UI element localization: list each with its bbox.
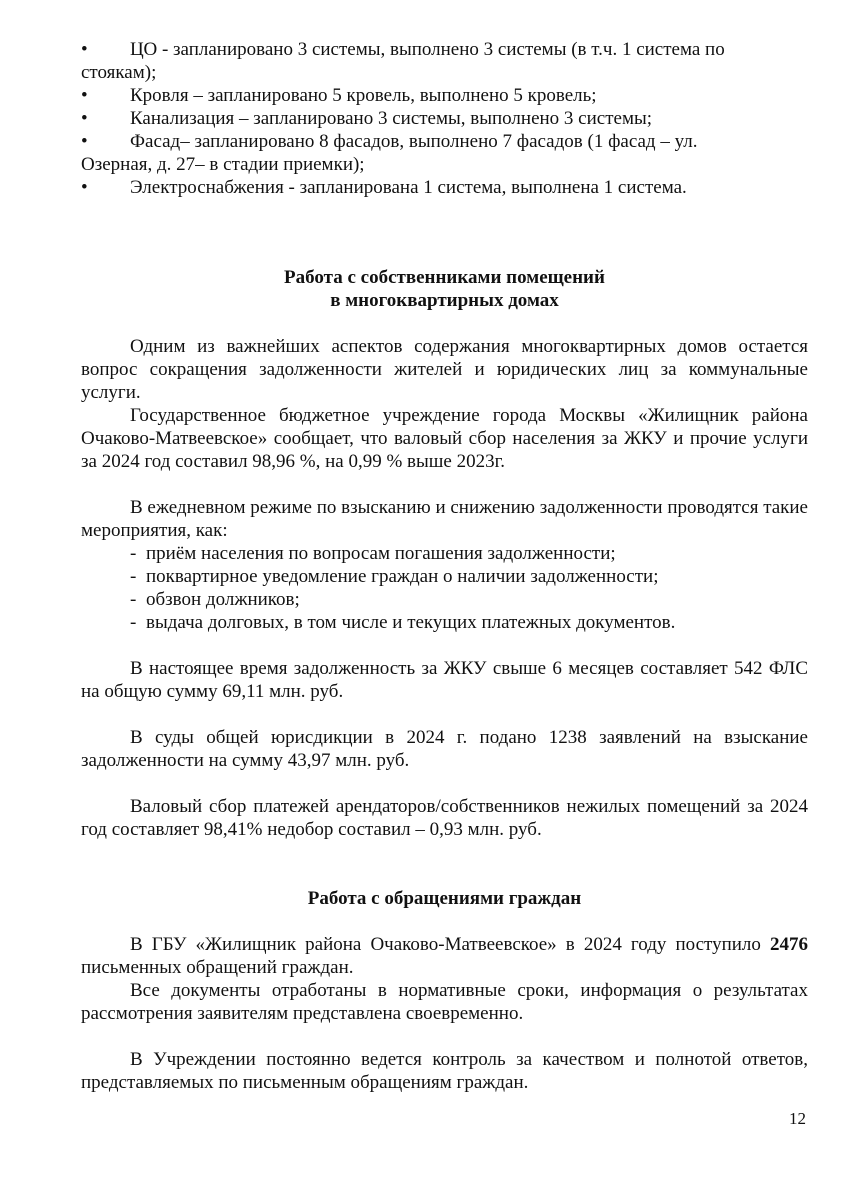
document-page <box>81 38 808 1094</box>
list-item-text: выдача долговых, в том числе и текущих платежных документов. <box>146 612 676 633</box>
paragraph-collection-rate: Государственное бюджетное учреждение города Москвы «Жилищник района Очаково-Матвеевское» сообщает, что валовый сбор населения за ЖКУ и прочие услуги за 2024 год составил 98,96 %, на 0,99 % выше 2023г. <box>81 405 808 472</box>
bullet-item <box>81 38 808 84</box>
paragraph-quality-control: В Учреждении постоянно ведется контроль за качеством и полнотой ответов, представляемых по письменным обращениям граждан. <box>81 1049 808 1093</box>
bullet-item <box>81 176 808 199</box>
paragraph-debt-aspect: Одним из важнейших аспектов содержания многоквартирных домов остается вопрос сокращения задолженности жителей и юридических лиц за коммунальные услуги. <box>81 336 808 403</box>
paragraph-appeals-count <box>81 933 808 979</box>
dash-marker: - <box>130 543 137 564</box>
dash-marker: - <box>130 566 137 587</box>
dash-marker: - <box>130 589 137 610</box>
bullet-marker: • <box>81 108 88 129</box>
measures-list <box>81 542 808 634</box>
list-item <box>130 565 808 588</box>
text-run: письменных обращений граждан. <box>81 957 354 978</box>
list-item <box>130 611 808 634</box>
paragraph-court-claims: В суды общей юрисдикции в 2024 г. подано 1238 заявлений на взыскание задолженности на сумму 43,97 млн. руб. <box>81 727 808 771</box>
list-item <box>130 542 808 565</box>
repair-bullet-list <box>81 38 808 199</box>
appeals-count-bold: 2476 <box>770 934 808 955</box>
paragraph-nonresidential-collection: Валовый сбор платежей арендаторов/собственников нежилых помещений за 2024 год составляет 98,41% недобор составил – 0,93 млн. руб. <box>81 796 808 840</box>
heading-line: в многоквартирных домах <box>330 290 559 311</box>
dash-marker: - <box>130 612 137 633</box>
bullet-marker: • <box>81 85 88 106</box>
bullet-marker: • <box>81 177 88 198</box>
bullet-text: Кровля – запланировано 5 кровель, выполнено 5 кровель; <box>130 85 597 106</box>
bullet-continuation: Озерная, д. 27– в стадии приемки); <box>81 154 365 175</box>
bullet-item <box>81 130 808 176</box>
paragraph-measures-intro: В ежедневном режиме по взысканию и снижению задолженности проводятся такие мероприятия, как: <box>81 497 808 541</box>
paragraph-appeals-processed: Все документы отработаны в нормативные сроки, информация о результатах рассмотрения заявителям представлена своевременно. <box>81 980 808 1024</box>
bullet-item <box>81 84 808 107</box>
bullet-text: ЦО - запланировано 3 системы, выполнено 3 системы (в т.ч. 1 система по <box>130 39 725 60</box>
list-item-text: приём населения по вопросам погашения задолженности; <box>146 543 616 564</box>
list-item <box>130 588 808 611</box>
bullet-text: Канализация – запланировано 3 системы, выполнено 3 системы; <box>130 108 653 129</box>
list-item-text: обзвон должников; <box>146 589 300 610</box>
bullet-text: Фасад– запланировано 8 фасадов, выполнено 7 фасадов (1 фасад – ул. <box>130 131 698 152</box>
paragraph-debt-over-6-months: В настоящее время задолженность за ЖКУ свыше 6 месяцев составляет 542 ФЛС на общую сумму 69,11 млн. руб. <box>81 658 808 702</box>
bullet-marker: • <box>81 131 88 152</box>
bullet-text: Электроснабжения - запланирована 1 система, выполнена 1 система. <box>130 177 687 198</box>
heading-line: Работа с собственниками помещений <box>284 267 605 288</box>
page-number: 12 <box>789 1109 806 1128</box>
bullet-marker: • <box>81 39 88 60</box>
section-heading-owners <box>81 266 808 312</box>
bullet-item <box>81 107 808 130</box>
section-heading-appeals: Работа с обращениями граждан <box>307 888 582 909</box>
text-run: В ГБУ «Жилищник района Очаково-Матвеевское» в 2024 году поступило <box>130 934 770 955</box>
list-item-text: поквартирное уведомление граждан о наличии задолженности; <box>146 566 659 587</box>
bullet-continuation: стоякам); <box>81 62 157 83</box>
